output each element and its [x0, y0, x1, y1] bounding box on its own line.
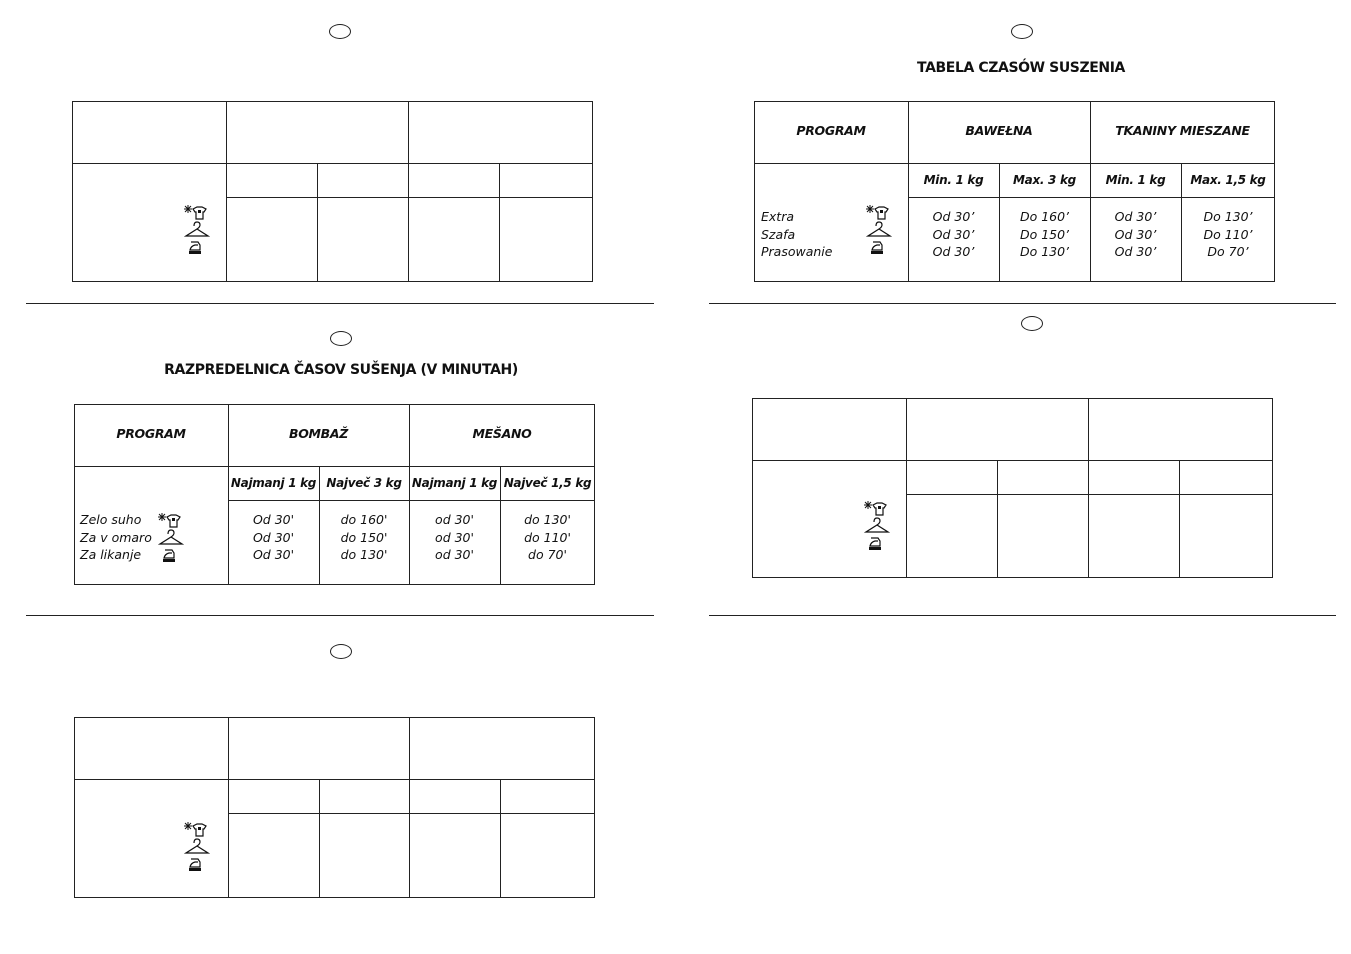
cell-value: Do 130’ [1203, 209, 1253, 224]
cell-column [999, 208, 1090, 261]
subheader-min-mixed: Najmanj 1 kg [411, 476, 498, 490]
cell-value: Od 30’ [1114, 226, 1157, 242]
row-label: Extra [761, 209, 794, 224]
section-divider [26, 615, 654, 616]
program-icons [158, 512, 184, 564]
cell-value: Od 30’ [932, 244, 975, 259]
iron-icon [158, 548, 184, 564]
row-label: Zelo suho [80, 512, 142, 527]
subheader-max-mixed: Največ 1,5 kg [503, 476, 592, 490]
row-label: Prasowanie [761, 244, 833, 259]
cell-value: do 110' [524, 529, 571, 545]
section-divider [709, 615, 1336, 616]
cell-value: do 160' [340, 512, 388, 527]
extra-dry-icon [184, 821, 210, 838]
cell-column [409, 511, 500, 564]
cell-value: Do 130’ [1019, 244, 1070, 259]
cell-value: Do 150’ [1019, 226, 1070, 242]
iron-icon [864, 536, 890, 552]
cell-value: do 130' [340, 547, 388, 562]
extra-dry-icon [864, 500, 890, 517]
program-icons [184, 204, 210, 256]
cell-value: Od 30’ [1114, 209, 1157, 224]
language-marker-oval [330, 331, 352, 346]
cell-column [1181, 208, 1275, 261]
subheader-min-mixed: Min. 1 kg [1105, 173, 1166, 187]
iron-icon [184, 857, 210, 873]
iron-icon [184, 240, 210, 256]
cell-value: Od 30’ [1114, 244, 1157, 259]
subheader-min-cotton: Najmanj 1 kg [230, 476, 317, 490]
hanger-icon [184, 838, 210, 857]
cell-column [500, 511, 595, 564]
hanger-icon [158, 529, 184, 548]
header-program: PROGRAM [796, 123, 866, 138]
table-title-pl: TABELA CZASÓW SUSZENIA [917, 60, 1125, 76]
subheader-max-cotton: Največ 3 kg [326, 476, 402, 490]
hanger-icon [864, 517, 890, 536]
header-group-cotton: BAWEŁNA [965, 123, 1033, 138]
header-program: PROGRAM [116, 426, 186, 441]
cell-column [1090, 208, 1181, 261]
cell-value: od 30' [435, 547, 474, 562]
cell-value: do 130' [524, 512, 571, 527]
cell-column [319, 511, 409, 564]
section-divider [709, 303, 1336, 304]
cell-column [228, 511, 319, 564]
language-marker-oval [330, 644, 352, 659]
cell-value: Do 160’ [1019, 209, 1070, 224]
header-group-mixed: MEŠANO [472, 426, 532, 441]
iron-icon [866, 240, 892, 256]
cell-column [908, 208, 999, 261]
cell-value: do 150' [340, 529, 388, 545]
subheader-max-cotton: Max. 3 kg [1013, 173, 1076, 187]
extra-dry-icon [866, 204, 892, 221]
table-title-si: RAZPREDELNICA ČASOV SUŠENJA (V MINUTAH) [164, 362, 518, 378]
row-label: Za likanje [80, 547, 142, 562]
extra-dry-icon [184, 204, 210, 221]
cell-value: Do 70’ [1207, 244, 1249, 259]
header-group-cotton: BOMBAŽ [288, 426, 349, 441]
language-marker-oval [1011, 24, 1033, 39]
hanger-icon [866, 221, 892, 240]
extra-dry-icon [158, 512, 184, 529]
cell-value: od 30' [435, 512, 474, 527]
hanger-icon [184, 221, 210, 240]
cell-value: od 30' [435, 529, 474, 545]
cell-value: Od 30’ [932, 226, 975, 242]
cell-value: Do 110’ [1203, 226, 1253, 242]
row-label: Za v omaro [80, 529, 152, 545]
cell-value: Od 30' [252, 512, 295, 527]
subheader-max-mixed: Max. 1,5 kg [1190, 173, 1266, 187]
program-labels [761, 208, 832, 261]
cell-value: Od 30’ [932, 209, 975, 224]
subheader-min-cotton: Min. 1 kg [923, 173, 984, 187]
language-marker-oval [329, 24, 351, 39]
program-icons [866, 204, 892, 256]
cell-value: Od 30' [252, 547, 295, 562]
program-icons [864, 500, 890, 552]
cell-value: Od 30' [252, 529, 295, 545]
program-icons [184, 821, 210, 873]
row-label: Szafa [761, 226, 796, 242]
program-labels [80, 511, 152, 564]
language-marker-oval [1021, 316, 1043, 331]
section-divider [26, 303, 654, 304]
cell-value: do 70' [528, 547, 567, 562]
header-group-mixed: TKANINY MIESZANE [1115, 123, 1250, 138]
